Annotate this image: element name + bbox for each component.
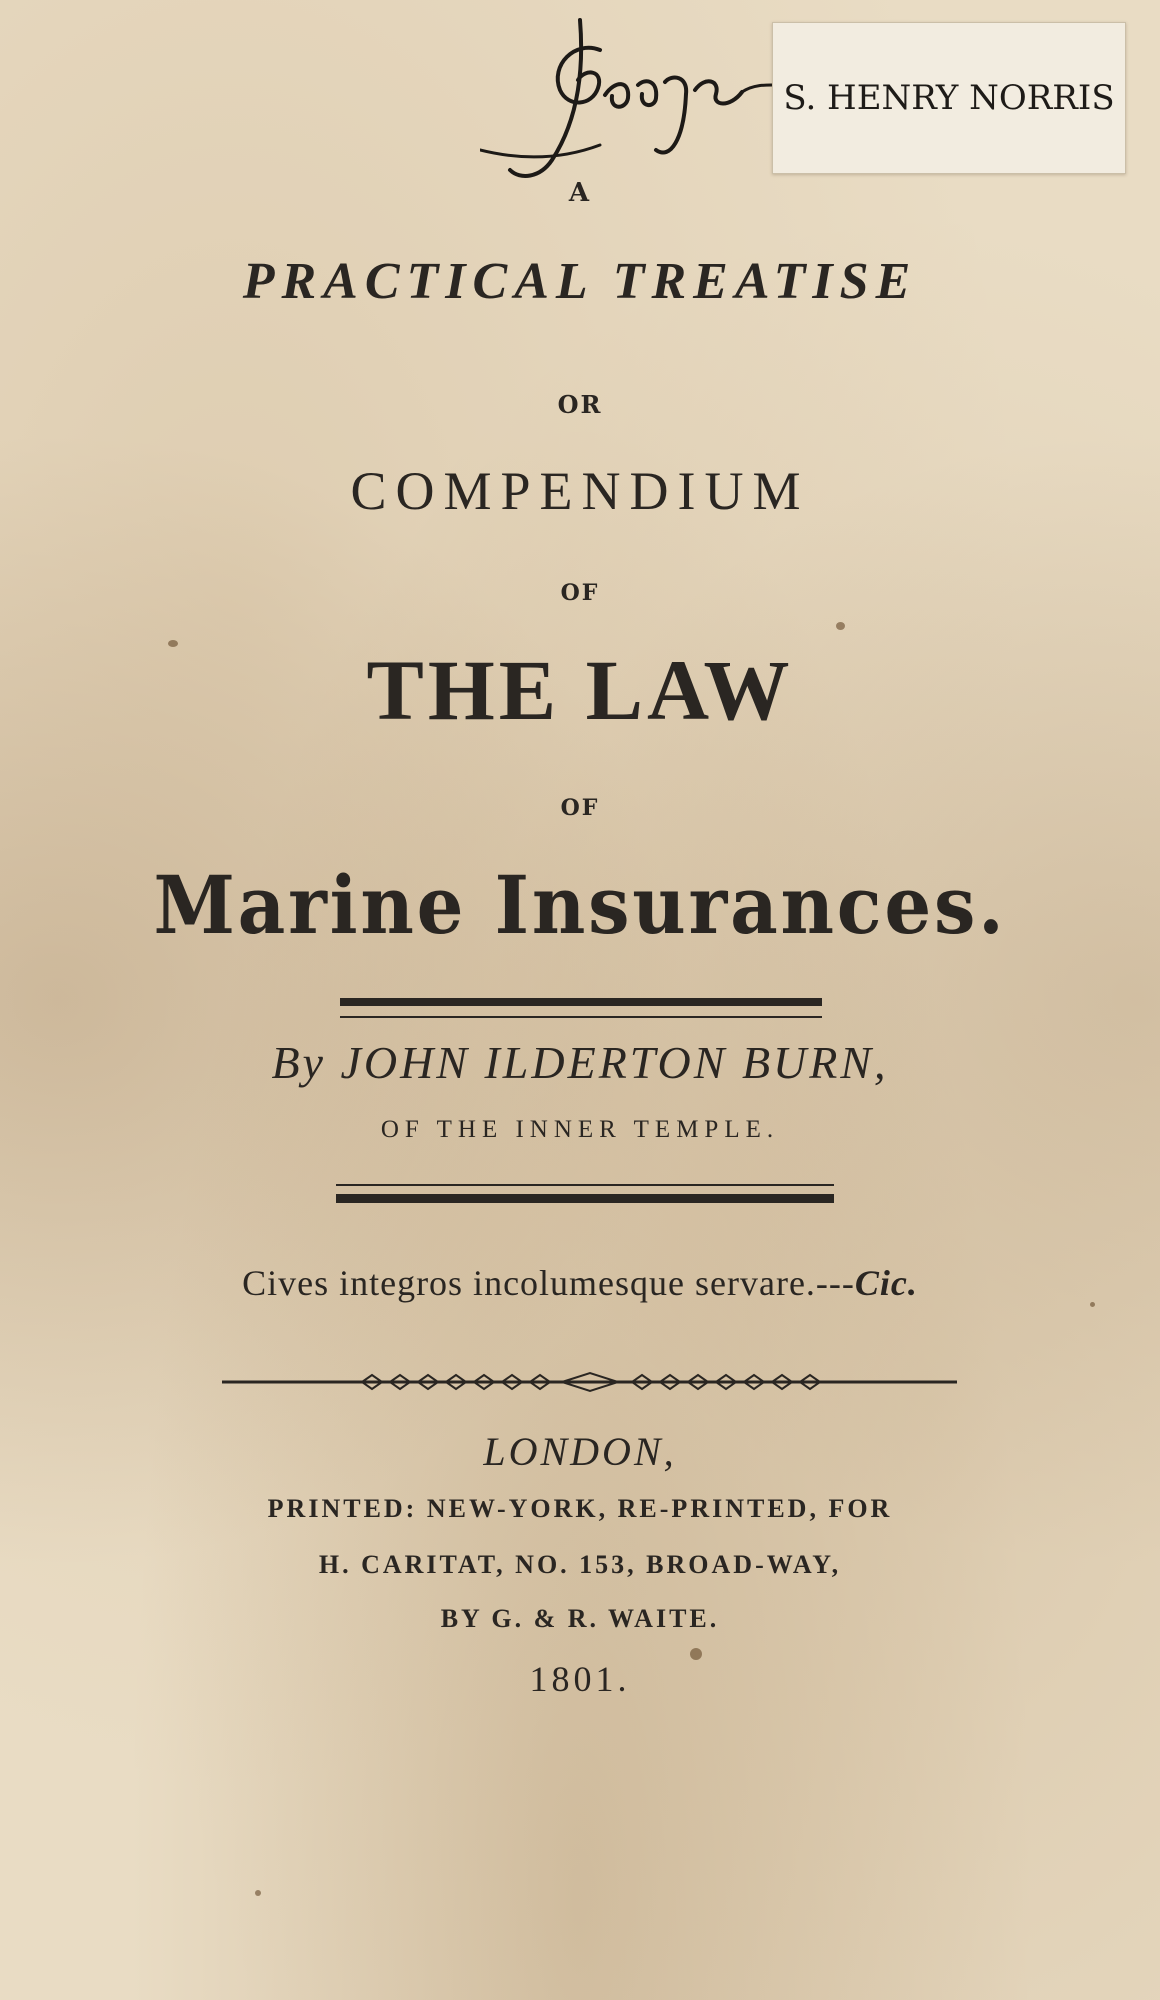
title-line-practical-treatise: PRACTICAL TREATISE: [242, 253, 918, 310]
title-preposition-of: OF: [560, 580, 600, 606]
rule-thin-bottom: [336, 1184, 834, 1186]
foxing-spot: [255, 1890, 261, 1896]
latin-motto-text: Cives integros incolumesque servare.---: [242, 1263, 855, 1303]
author-line: By JOHN ILDERTON BURN,: [271, 1037, 889, 1088]
title-line-the-law: THE LAW: [366, 642, 794, 738]
library-label: [772, 22, 1126, 174]
title-conjunction-or: OR: [557, 390, 603, 419]
imprint-city: LONDON,: [483, 1429, 677, 1474]
rule-thick-bottom: [336, 1194, 834, 1203]
rule-thick-top: [340, 998, 822, 1006]
library-label-text: S. HENRY NORRIS: [783, 78, 1115, 118]
foxing-spot: [836, 622, 845, 630]
title-line-compendium: COMPENDIUM: [350, 461, 810, 521]
title-preposition-of-2: OF: [560, 795, 600, 821]
rule-thin-top: [340, 1016, 822, 1018]
title-article: A: [568, 178, 592, 208]
latin-motto-citation: Cic.: [854, 1263, 918, 1303]
title-line-marine-insurances: Marine Insurances.: [153, 858, 1007, 952]
ornament-rule: [222, 1370, 957, 1394]
author-affiliation: OF THE INNER TEMPLE.: [380, 1116, 780, 1143]
imprint-line-1: PRINTED: NEW-YORK, RE-PRINTED, FOR: [267, 1494, 893, 1523]
handwritten-signature: [480, 10, 810, 200]
latin-motto: [0, 1262, 1160, 1304]
imprint-line-3: BY G. & R. WAITE.: [440, 1604, 720, 1633]
imprint-year: 1801.: [529, 1659, 631, 1699]
imprint-line-2: H. CARITAT, NO. 153, BROAD-WAY,: [318, 1550, 842, 1579]
